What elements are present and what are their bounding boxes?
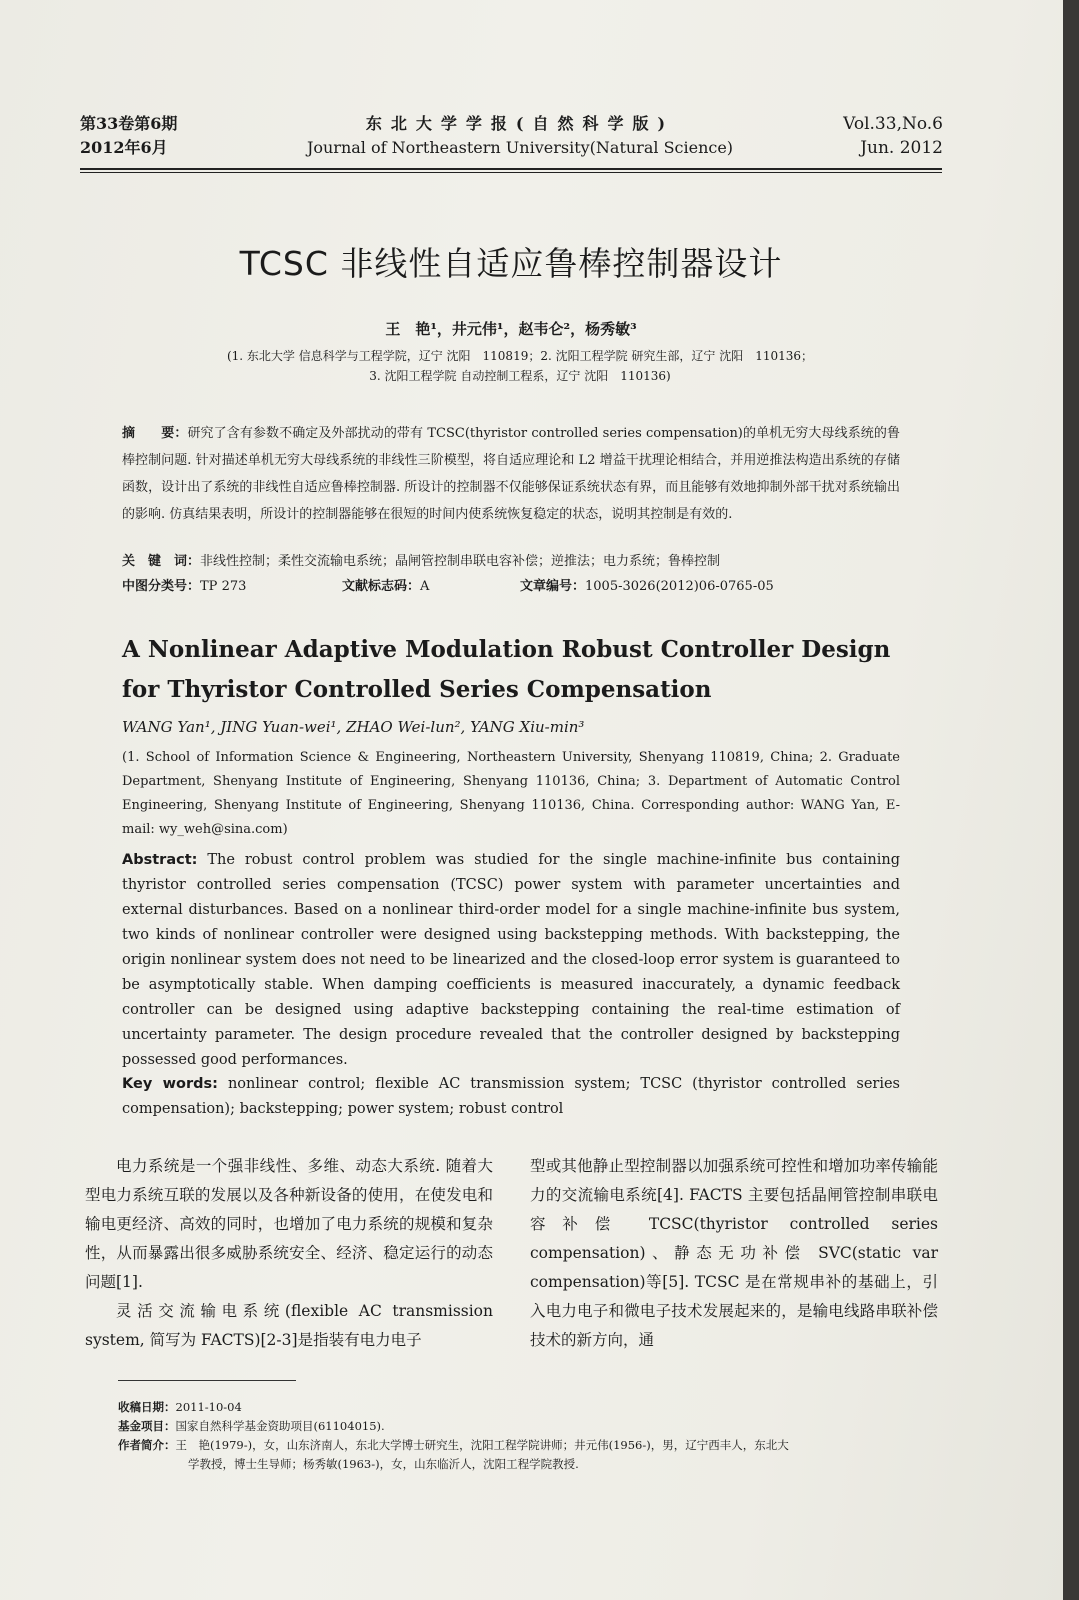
keywords-cn (122, 548, 900, 575)
footnotes (118, 1398, 943, 1474)
header-rule-thin (80, 172, 942, 173)
received-label: 收稿日期： (118, 1400, 176, 1414)
authors-cn: 王 艳¹，井元伟¹，赵韦仑²，杨秀敏³ (385, 320, 637, 338)
fund-value: 国家自然科学基金资助项目(61104015). (175, 1419, 385, 1433)
article-label: 文章编号： (520, 579, 586, 594)
header-rule-thick (80, 168, 942, 170)
doc-value: A (420, 579, 430, 594)
journal-name (240, 112, 800, 160)
volume-issue-en (843, 112, 943, 160)
affiliations-cn (150, 346, 890, 386)
body-column-left (85, 1152, 493, 1355)
author-bio (118, 1436, 943, 1455)
paper-title-en: A Nonlinear Adaptive Modulation Robust Controller Design for Thyristor Controlled Series Compensation (122, 636, 891, 703)
abstract-text-cn: 研究了含有参数不确定及外部扰动的带有 TCSC(thyristor controlled series compensation)的单机无穷大母线系统的鲁棒控制问题. 针对描述单机无穷大母线系统的非线性三阶模型，将自适应理论和 L2 增益干扰理论相结合，并用逆推法构造出系统的存储函数，设计出了系统的非线性自适应鲁棒控制器. 所设计的控制器不仅能够保证系统状态有界，而且能够有效地抑制外部干扰对系统输出的影响. 仿真结果表明，所设计的控制器能够在很短的时间内使系统恢复稳定的状态，说明其控制是有效的. (122, 426, 900, 522)
abstract-label-en: Abstract: (122, 852, 198, 868)
authors-en: WANG Yan¹, JING Yuan-wei¹, ZHAO Wei-lun², YANG Xiu-min³ (122, 718, 585, 736)
volume-issue-line: 第33卷第6期 (80, 114, 178, 133)
affiliations-en: (1. School of Information Science & Engineering, Northeastern University, Shenyang 110819, China; 2. Graduate Department, Shenyang Institute of Engineering, Shenyang 110136, China; 3. Department of Automatic Control Engineering, Shenyang Institute of Engineering, Shenyang 110136, China. Corresponding author: WANG Yan, E-mail: wy_weh@sina.com) (122, 750, 900, 837)
document-code (342, 576, 429, 598)
date-line-en: Jun. 2012 (860, 138, 943, 158)
affiliation-line: 3. 沈阳工程学院 自动控制工程系，辽宁 沈阳 110136) (369, 369, 671, 383)
doc-label: 文献标志码： (342, 579, 421, 594)
body-column-right (530, 1152, 938, 1355)
article-value: 1005-3026(2012)06-0765-05 (585, 579, 774, 594)
keywords-label-en: Key words: (122, 1076, 218, 1092)
clc-value: TP 273 (200, 579, 247, 594)
journal-name-en: Journal of Northeastern University(Natural Science) (306, 138, 734, 157)
author-bio-cont: 学教授，博士生导师；杨秀敏(1963-)，女，山东临沂人，沈阳工程学院教授. (188, 1457, 579, 1471)
body-paragraph: 灵活交流输电系统(flexible AC transmission system, 简写为 FACTS)[2-3]是指装有电力电子 (85, 1302, 493, 1349)
affiliation-line: (1. 东北大学 信息科学与工程学院，辽宁 沈阳 110819；2. 沈阳工程学院 研究生部，辽宁 沈阳 110136； (226, 349, 814, 363)
bio-label: 作者简介： (118, 1438, 176, 1452)
fund-label: 基金项目： (118, 1419, 176, 1433)
body-paragraph: 电力系统是一个强非线性、多维、动态大系统. 随着大型电力系统互联的发展以及各种新设备的使用，在使发电和输电更经济、高效的同时，也增加了电力系统的规模和复杂性，从而暴露出很多威胁系统安全、经济、稳定运行的动态问题[1]. (85, 1157, 493, 1291)
background-edge (1063, 0, 1079, 1600)
body-paragraph: 型或其他静止型控制器以加强系统可控性和增加功率传输能力的交流输电系统[4]. FACTS 主要包括晶闸管控制串联电容补偿 TCSC(thyristor controlled series compensation)、静态无功补偿 SVC(static var compensation)等[5]. TCSC 是在常规串补的基础上，引入电力电子和微电子技术发展起来的，是输电线路串联补偿技术的新方向，通 (530, 1157, 938, 1349)
abstract-en (122, 848, 900, 1073)
abstract-cn (122, 420, 900, 528)
received-value: 2011-10-04 (175, 1400, 242, 1414)
keywords-en (122, 1072, 900, 1122)
abstract-text-en: The robust control problem was studied for the single machine-infinite bus containing thyristor controlled series compensation (TCSC) power system with parameter uncertainties and external disturbances. Based on a nonlinear third-order model for a single machine-infinite bus system, two kinds of nonlinear controller were designed using backstepping methods. With backstepping, the origin nonlinear system does not need to be linearized and the closed-loop error system is guaranteed to be asymptotically stable. When damping coefficients is measured inaccurately, a dynamic feedback controller can be designed using adaptive backstepping containing the real-time estimation of uncertainty parameter. The design procedure revealed that the controller designed by backstepping possessed good performances. (122, 852, 900, 1068)
article-number (520, 576, 774, 598)
clc-number (122, 576, 246, 598)
fund-project (118, 1417, 943, 1436)
keywords-text-cn: 非线性控制；柔性交流输电系统；晶闸管控制串联电容补偿；逆推法；电力系统；鲁棒控制 (200, 554, 721, 569)
keywords-text-en: nonlinear control; flexible AC transmission system; TCSC (thyristor controlled series compensation); backstepping; power system; robust control (122, 1076, 900, 1117)
footnote-rule (118, 1380, 296, 1381)
bio-text: 王 艳(1979-)，女，山东济南人，东北大学博士研究生，沈阳工程学院讲师；井元伟(1956-)，男，辽宁西丰人，东北大 (175, 1438, 789, 1452)
clc-label: 中图分类号： (122, 579, 201, 594)
paper-title-cn: TCSC 非线性自适应鲁棒控制器设计 (239, 244, 783, 283)
vol-no-line: Vol.33,No.6 (843, 114, 943, 134)
keywords-label-cn: 关 键 词： (122, 554, 201, 569)
received-date (118, 1398, 943, 1417)
abstract-label-cn: 摘 要： (122, 426, 188, 441)
date-line-cn: 2012年6月 (80, 138, 168, 157)
journal-name-cn: 东北大学学报(自然科学版) (365, 114, 675, 133)
volume-issue-cn (80, 112, 177, 160)
